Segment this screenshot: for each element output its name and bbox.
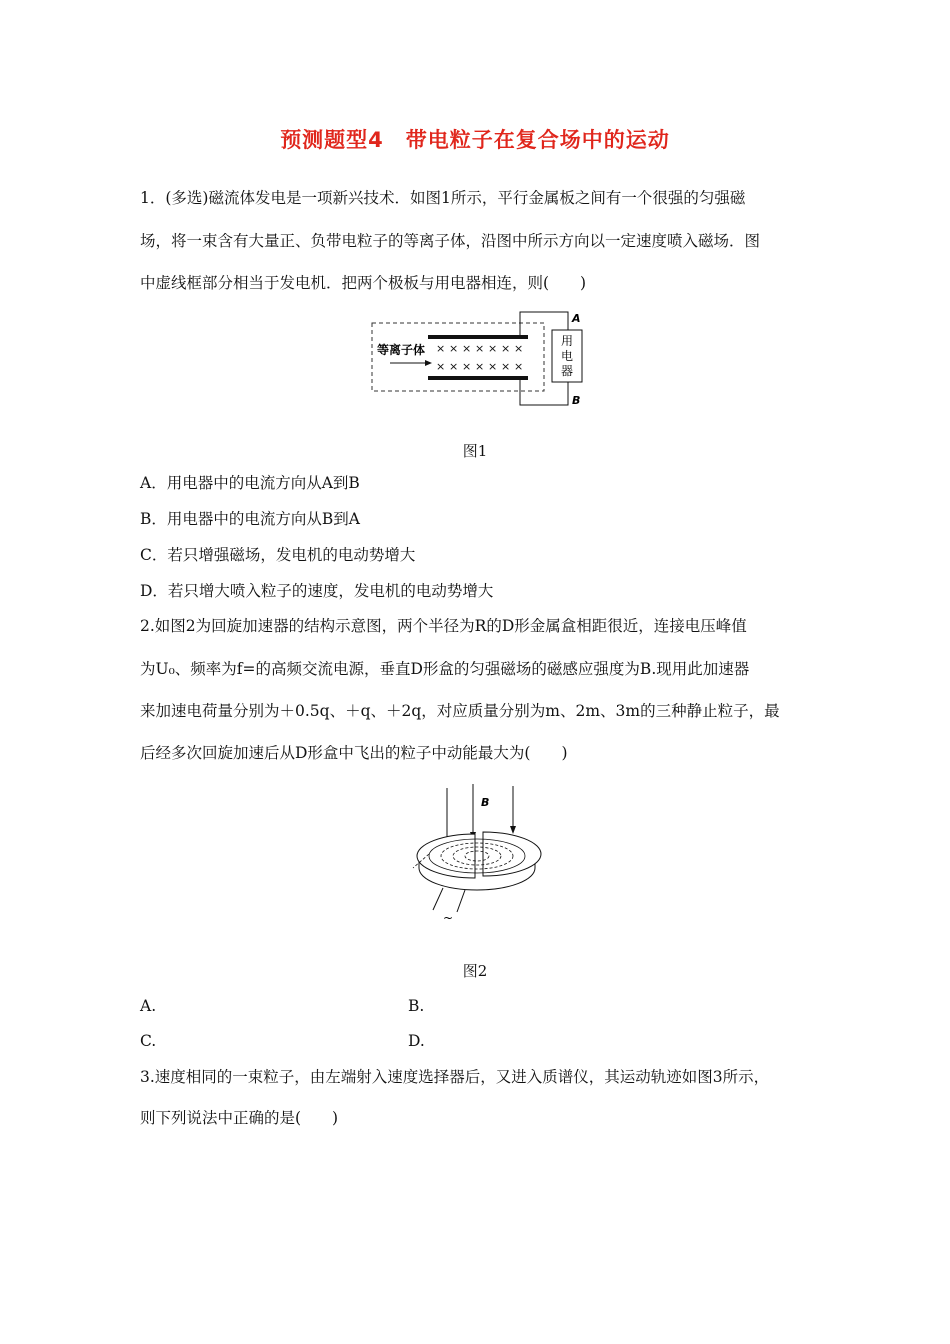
question-1-option-d[interactable]: D．若只增大喷入粒子的速度，发电机的电动势增大 — [140, 582, 494, 600]
question-3-line-2: 则下列说法中正确的是( ) — [140, 1109, 339, 1127]
figure-2-caption: 图2 — [462, 962, 488, 980]
svg-text:×: × — [501, 342, 511, 355]
magnetic-field-crosses — [436, 342, 523, 373]
question-1-line-3: 中虚线框部分相当于发电机．把两个极板与用电器相连，则( ) — [140, 274, 587, 292]
device-label-1: 用 — [561, 334, 574, 348]
question-1-line-2: 场，将一束含有大量正、负带电粒子的等离子体，沿图中所示方向以一定速度喷入磁场．图 — [140, 232, 761, 250]
lower-plate — [428, 376, 528, 380]
svg-text:×: × — [488, 342, 498, 355]
svg-text:×: × — [475, 342, 485, 355]
question-1-line-1: 1．(多选)磁流体发电是一项新兴技术．如图1所示，平行金属板之间有一个很强的匀强磁 — [140, 189, 746, 207]
svg-text:×: × — [462, 342, 472, 355]
figure-1-mhd-generator — [360, 300, 600, 415]
svg-text:×: × — [436, 342, 446, 355]
question-2-line-4: 后经多次回旋加速后从D形盒中飞出的粒子中动能最大为( ) — [140, 744, 568, 762]
svg-text:×: × — [488, 360, 498, 373]
svg-text:×: × — [501, 360, 511, 373]
svg-text:×: × — [475, 360, 485, 373]
device-label-3: 器 — [561, 364, 574, 378]
field-arrow-icon — [510, 826, 516, 834]
field-b-label: B — [481, 796, 490, 809]
device-label-2: 电 — [561, 349, 574, 363]
ac-source-symbol: ~ — [443, 911, 454, 925]
svg-text:×: × — [514, 342, 524, 355]
svg-text:×: × — [514, 360, 524, 373]
page-title: 预测题型4 带电粒子在复合场中的运动 — [280, 128, 670, 152]
generator-dashed-frame — [372, 323, 544, 391]
question-2-option-c[interactable]: C. — [140, 1032, 157, 1050]
question-1-option-c[interactable]: C．若只增强磁场，发电机的电动势增大 — [140, 546, 416, 564]
terminal-a-label: A — [572, 312, 581, 325]
svg-text:×: × — [449, 342, 459, 355]
svg-text:×: × — [449, 360, 459, 373]
question-3-line-1: 3.速度相同的一束粒子，由左端射入速度选择器后，又进入质谱仪，其运动轨迹如图3所示， — [140, 1068, 770, 1086]
question-2-line-1: 2.如图2为回旋加速器的结构示意图，两个半径为R的D形金属盒相距很近，连接电压峰值 — [140, 617, 747, 635]
question-2-option-a[interactable]: A. — [140, 997, 157, 1015]
plasma-label: 等离子体 — [377, 343, 426, 357]
terminal-b-label: B — [572, 394, 581, 407]
question-2-line-3: 来加速电荷量分别为＋0.5q、＋q、＋2q，对应质量分别为m、2m、3m的三种静止粒子，最 — [140, 702, 780, 720]
plasma-arrow-head-icon — [425, 360, 432, 366]
svg-text:×: × — [436, 360, 446, 373]
question-1-option-b[interactable]: B．用电器中的电流方向从B到A — [140, 510, 360, 528]
question-2-option-b[interactable]: B. — [408, 997, 425, 1015]
svg-text:×: × — [462, 360, 472, 373]
question-2-line-2: 为U₀、频率为f=的高频交流电源，垂直D形盒的匀强磁场的磁感应强度为B.现用此加速器 — [140, 660, 750, 678]
question-1-option-a[interactable]: A．用电器中的电流方向从A到B — [140, 474, 360, 492]
question-2-option-d[interactable]: D. — [408, 1032, 425, 1050]
figure-1-caption: 图1 — [462, 442, 488, 460]
upper-plate — [428, 335, 528, 339]
figure-2-cyclotron — [405, 776, 545, 926]
